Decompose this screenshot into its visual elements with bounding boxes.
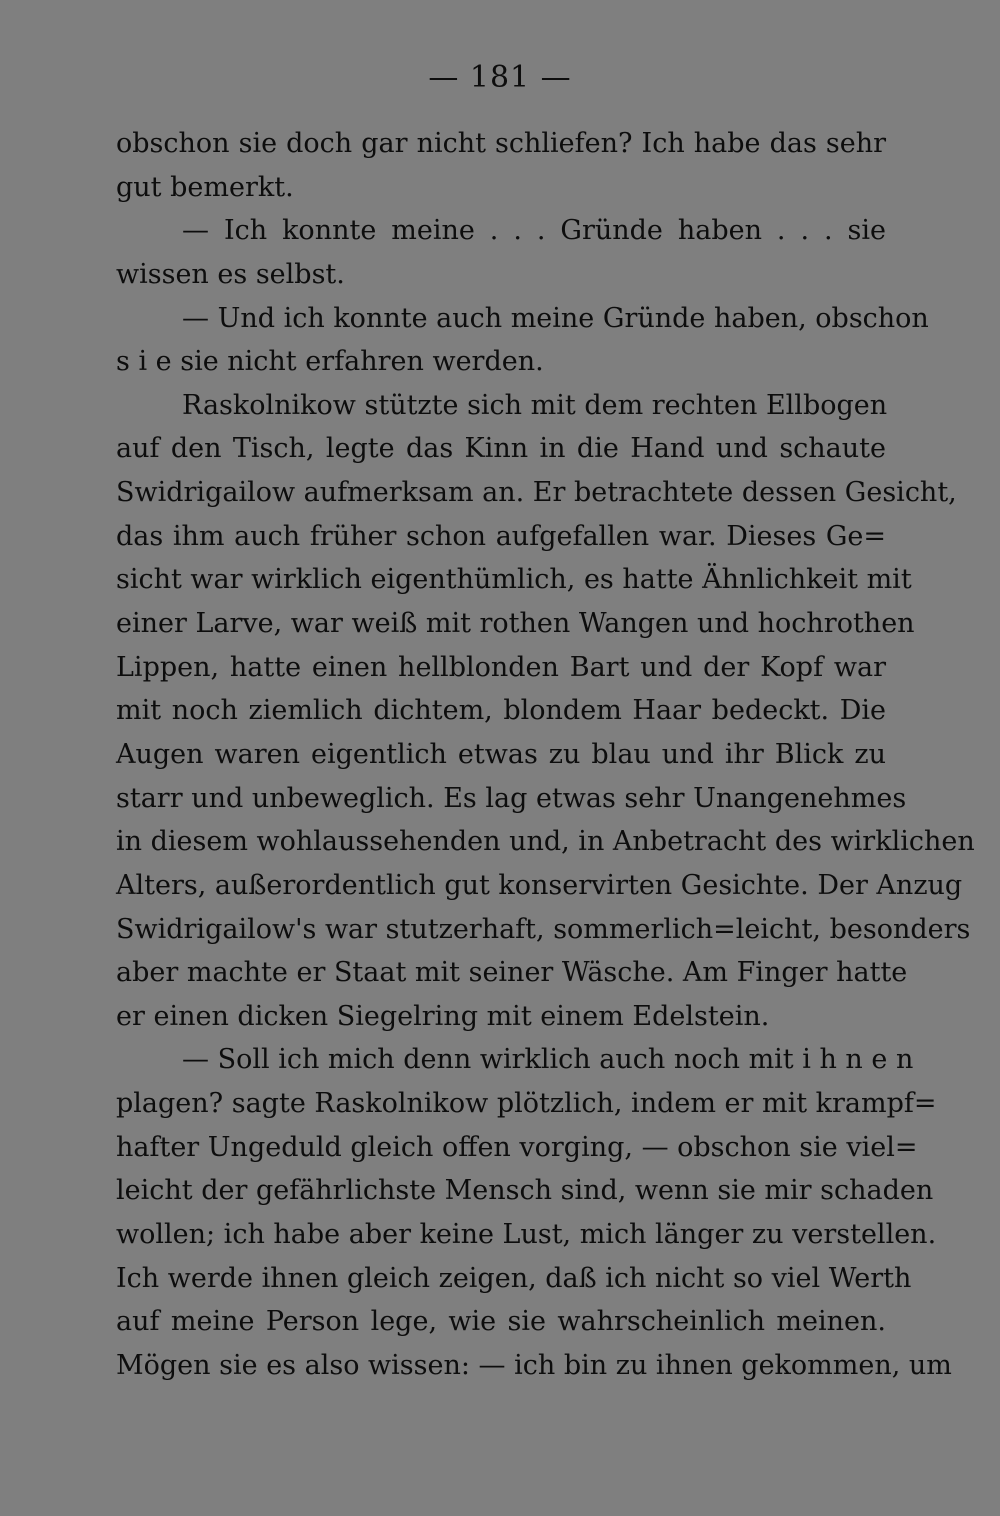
body-text (116, 122, 975, 1388)
text-line: wissen es selbst. (116, 258, 345, 290)
text-line: starr und unbeweglich. Es lag etwas sehr Unangenehmes (116, 782, 907, 814)
text-line: auf meine Person lege, wie sie wahrscheinlich meinen. (116, 1306, 886, 1338)
text-line: leicht der gefährlichste Mensch sind, wenn sie mir schaden (116, 1175, 934, 1207)
text-line: — Ich konnte meine . . . Gründe haben . . . sie (182, 215, 886, 247)
text-line: plagen? sagte Raskolnikow plötzlich, indem er mit krampf= (116, 1088, 937, 1120)
text-line: Ich werde ihnen gleich zeigen, daß ich nicht so viel Werth (116, 1262, 912, 1294)
text-line: Augen waren eigentlich etwas zu blau und ihr Blick zu (116, 738, 886, 770)
text-line: hafter Ungeduld gleich offen vorging, — obschon sie viel= (116, 1131, 918, 1163)
text-line: — Soll ich mich denn wirklich auch noch mit i h n e n (182, 1044, 914, 1076)
text-line: Raskolnikow stützte sich mit dem rechten Ellbogen (182, 389, 888, 421)
text-line: — Und ich konnte auch meine Gründe haben, obschon (182, 302, 929, 334)
text-line: Swidrigailow's war stutzerhaft, sommerlich=leicht, besonders (116, 913, 971, 945)
text-line: das ihm auch früher schon aufgefallen war. Dieses Ge= (116, 520, 886, 552)
text-line: s i e sie nicht erfahren werden. (116, 346, 544, 378)
text-line: er einen dicken Siegelring mit einem Edelstein. (116, 1000, 770, 1032)
text-line: gut bemerkt. (116, 171, 294, 203)
text-line: aber machte er Staat mit seiner Wäsche. Am Finger hatte (116, 957, 908, 989)
text-line: Lippen, hatte einen hellblonden Bart und der Kopf war (116, 651, 886, 683)
text-line: in diesem wohlaussehenden und, in Anbetracht des wirklichen (116, 826, 975, 858)
text-line: auf den Tisch, legte das Kinn in die Hand und schaute (116, 433, 886, 465)
text-line: sicht war wirklich eigenthümlich, es hatte Ähnlichkeit mit (116, 564, 912, 596)
text-line: wollen; ich habe aber keine Lust, mich länger zu verstellen. (116, 1219, 937, 1251)
text-line: Alters, außerordentlich gut konservirten Gesichte. Der Anzug (116, 869, 963, 901)
text-line: einer Larve, war weiß mit rothen Wangen und hochrothen (116, 608, 915, 640)
text-line: mit noch ziemlich dichtem, blondem Haar bedeckt. Die (116, 695, 886, 727)
text-line: Swidrigailow aufmerksam an. Er betrachtete dessen Gesicht, (116, 477, 957, 509)
text-line: Mögen sie es also wissen: — ich bin zu ihnen gekommen, um (116, 1349, 952, 1381)
page-number-header: — 181 — (428, 60, 572, 95)
text-line: obschon sie doch gar nicht schliefen? Ich habe das sehr (116, 128, 886, 159)
